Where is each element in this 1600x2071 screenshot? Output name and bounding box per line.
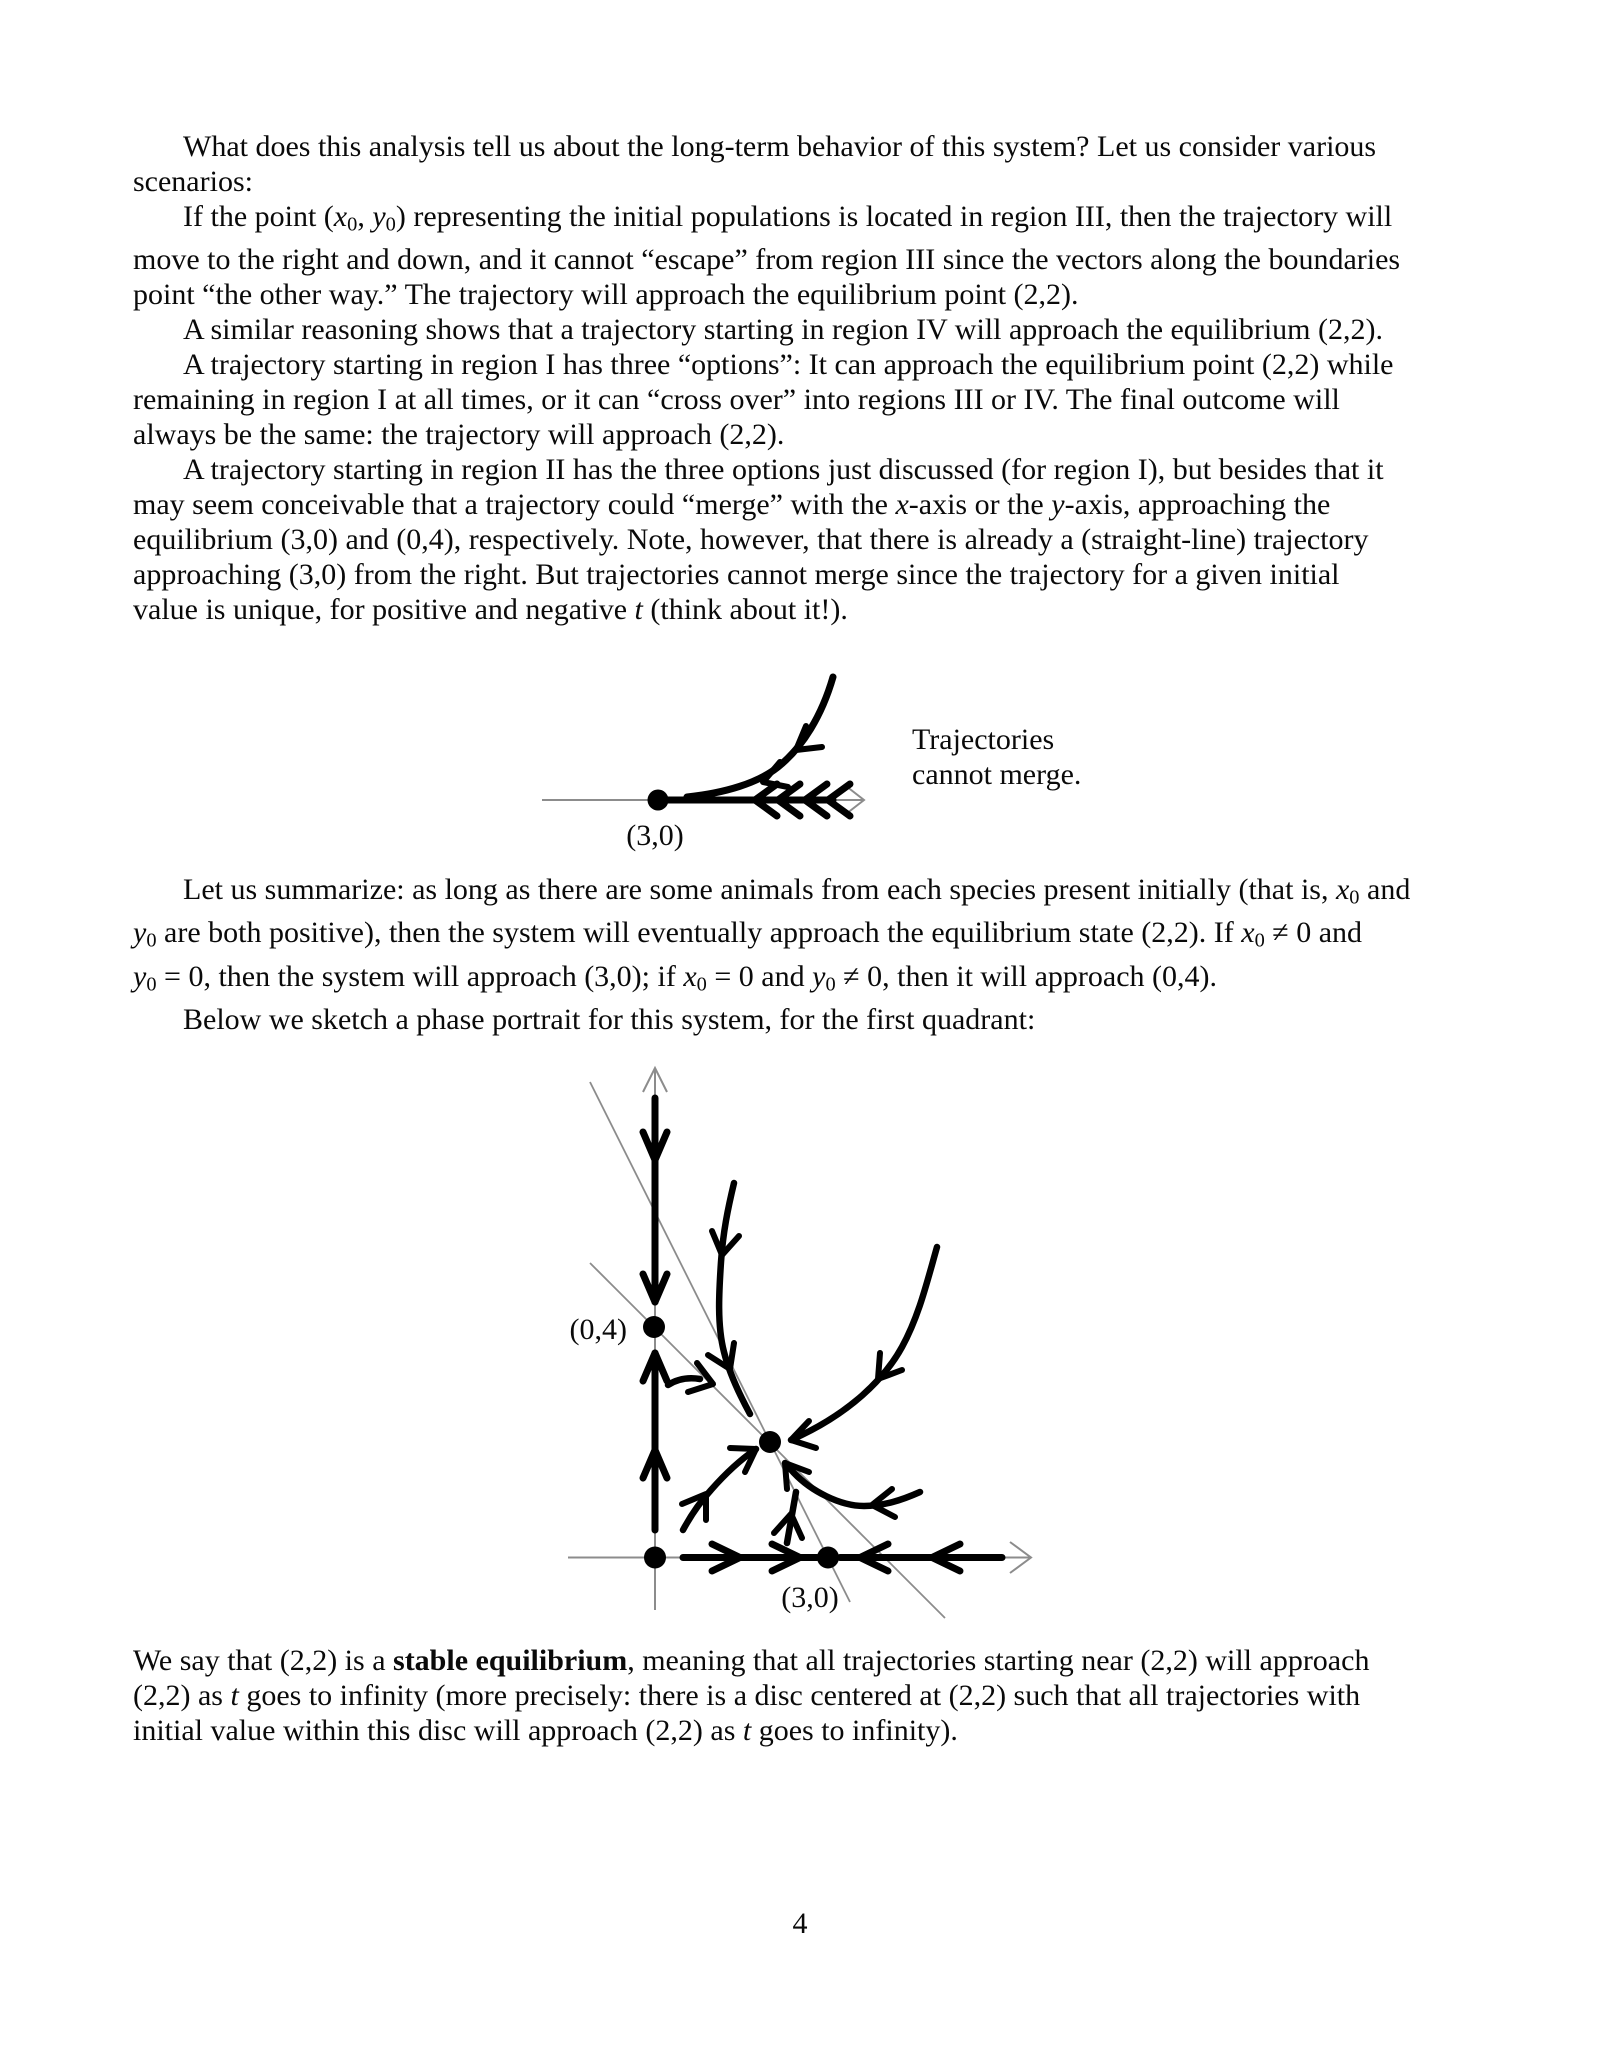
text-line: $y_0 = 0$, then the system will approach (3,0); if $x_0 = 0$ and $y_0 \ne 0$, then it will approach (0,4). [133, 959, 1218, 996]
phase-portrait-figure [540, 1050, 1070, 1630]
subscript-text: 0 [146, 973, 157, 996]
fig2-dot-0-4 [643, 1316, 665, 1338]
paragraph-block-conclusion [133, 1643, 1478, 1748]
paragraph-block-intro [133, 129, 1478, 627]
text-line: A similar reasoning shows that a trajectory starting in region IV will approach the equilibrium (2,2). [183, 313, 1383, 347]
fig1-caption-line1: Trajectories [912, 723, 1055, 756]
fig2-trajectory-from-upper-right [791, 1247, 937, 1440]
text-line: equilibrium (3,0) and (0,4), respectively. Note, however, that there is already a (straight-line) trajectory [133, 523, 1369, 557]
italic-text: t [634, 593, 643, 627]
italic-text: x [895, 488, 909, 522]
paragraph-block-summary [133, 872, 1478, 1037]
italic-text: x [1335, 873, 1350, 906]
fig2-dot-3-0 [817, 1547, 839, 1569]
subscript-text: 0 [1349, 886, 1360, 909]
text-line: A trajectory starting in region I has three “options”: It can approach the equilibrium point (2,2) while [183, 348, 1394, 382]
subscript-text: 0 [146, 929, 157, 952]
italic-text: t [742, 1714, 752, 1747]
subscript-text: 0 [825, 973, 836, 996]
fig2-trajectory-from-left [668, 1378, 700, 1385]
text-line: may seem conceivable that a trajectory could “merge” with the x-axis or the y-axis, approaching the [133, 488, 1331, 522]
text-line: initial value within this disc will approach (2,2) as t goes to infinity). [133, 1714, 958, 1747]
italic-text: y [1051, 488, 1065, 522]
text-line: approaching (3,0) from the right. But trajectories cannot merge since the trajectory for a given initial [133, 558, 1340, 592]
text-line: scenarios: [133, 165, 253, 198]
text-line: point “the other way.” The trajectory will approach the equilibrium point (2,2). [133, 278, 1079, 312]
text-line: always be the same: the trajectory will approach (2,2). [133, 418, 785, 452]
page-number: 4 [792, 1907, 808, 1940]
italic-text: t [230, 1679, 239, 1712]
fig2-dot-2-2 [759, 1431, 781, 1453]
text-line: What does this analysis tell us about the long-term behavior of this system? Let us consider various [183, 130, 1377, 163]
italic-text: y [133, 959, 147, 993]
text-line: Let us summarize: as long as there are some animals from each species present initially (that is, $x_0$ and [183, 873, 1411, 909]
fig1-point-label: (3,0) [626, 819, 684, 852]
fig1-equilibrium-dot [648, 790, 669, 811]
text-line: If the point ($x_0$, $y_0$) representing the initial populations is located in region III, then the trajectory will [183, 200, 1393, 236]
text-line: remaining in region I at all times, or it can “cross over” into regions III or IV. The final outcome will [133, 383, 1340, 417]
fig2-label-0-4: (0,4) [569, 1313, 627, 1346]
fig2-trajectory-from-lower-left [683, 1449, 756, 1530]
text-line: We say that (2,2) is a stable equilibrium, meaning that all trajectories starting near (2,2) will approach [133, 1644, 1370, 1677]
text-line: A trajectory starting in region II has the three options just discussed (for region I), but besides that it [183, 453, 1384, 487]
italic-text: y [812, 959, 826, 993]
text-line: (2,2) as t goes to infinity (more precisely: there is a disc centered at (2,2) such that all trajectories with [133, 1679, 1361, 1712]
fig2-origin-dot [644, 1547, 666, 1569]
fig1-curved-trajectory [687, 677, 833, 797]
italic-text: x [333, 200, 348, 233]
subscript-text: 0 [385, 213, 396, 236]
subscript-text: 0 [347, 213, 358, 236]
fig2-label-3-0: (3,0) [781, 1581, 839, 1614]
italic-text: x [683, 959, 697, 993]
figure-trajectories-cannot-merge [500, 650, 1100, 860]
subscript-text: 0 [1254, 929, 1265, 952]
italic-text: y [133, 916, 147, 950]
bold-text: stable equilibrium [393, 1644, 628, 1677]
text-line: value is unique, for positive and negative t (think about it!). [133, 593, 848, 627]
subscript-text: 0 [696, 973, 707, 996]
text-line: move to the right and down, and it cannot “escape” from region III since the vectors along the boundaries [133, 243, 1401, 277]
fig2-trajectory-lowerright-arrowheads-icon [785, 1463, 895, 1517]
text-line: $y_0$ are both positive), then the system will eventually approach the equilibrium state (2,2). If $x_0 \ne 0$ and [133, 916, 1363, 952]
fig2-trajectory-from-top [719, 1183, 750, 1414]
fig1-caption-line2: cannot merge. [912, 758, 1082, 791]
italic-text: y [372, 200, 386, 233]
text-line: Below we sketch a phase portrait for this system, for the first quadrant: [183, 1003, 1036, 1037]
italic-text: x [1241, 916, 1255, 950]
